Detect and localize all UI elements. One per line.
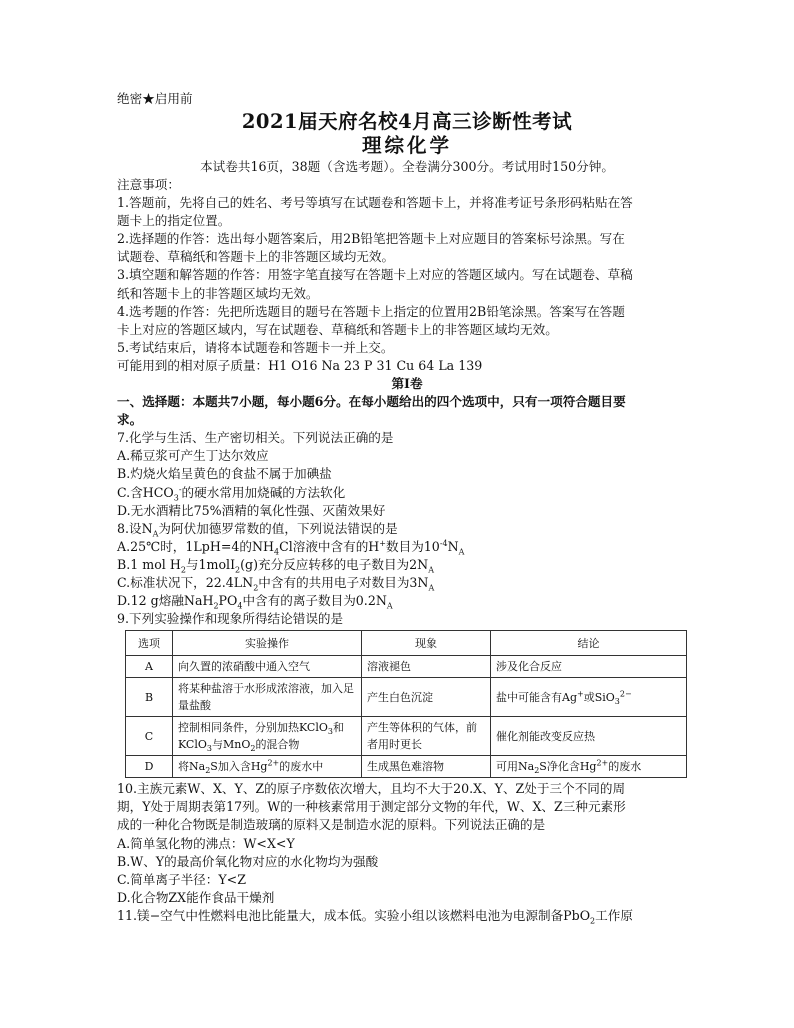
table-cell: 可用$Na_2S$净化含$Hg^{2+}$的废水 — [491, 756, 687, 778]
notes-line: 3.填空题和解答题的作答：用签字笔直接写在答题卡上对应的答题区域内。写在试题卷、草稿 — [117, 267, 633, 283]
q8-option-d: D.12 g熔融$NaH_2PO_4$中含有的离子数目为$0.2N_A$ — [117, 593, 393, 611]
table-cell: 涉及化合反应 — [491, 656, 687, 678]
notes-line: 试题卷、草稿纸和答题卡上的非答题区域均无效。 — [117, 249, 395, 265]
table-cell: 产生白色沉淀 — [362, 678, 491, 717]
table-header: 现象 — [362, 631, 491, 656]
exam-page — [117, 90, 697, 925]
table-cell: 催化剂能改变反应热 — [491, 717, 687, 756]
table-cell: 盐中可能含有Ag+或SiO$_3^{2-}$ — [491, 678, 687, 717]
notes-heading: 注意事项： — [117, 177, 180, 192]
table-row — [126, 678, 687, 717]
table-cell: 将$Na_2S$加入含$Hg^{2+}$的废水中 — [173, 756, 362, 778]
notes-line: 4.选考题的作答：先把所选题目的题号在答题卡上指定的位置用2B铅笔涂黑。答案写在答题 — [117, 303, 625, 319]
table-row — [126, 656, 687, 678]
table-header: 结论 — [491, 631, 687, 656]
table-cell: 生成黑色难溶物 — [362, 756, 491, 778]
notes-line: 1.答题前，先将自己的姓名、考号等填写在试题卷和答题卡上，并将准考证号条形码粘贴在答 — [117, 195, 633, 211]
table-cell: 控制相同条件，分别加热KClO$_3$和KClO$_3$与MnO$_2$的混合物 — [173, 717, 362, 756]
q8-stem: 8.设$N_A$为阿伏加德罗常数的值，下列说法错误的是 — [117, 520, 398, 539]
section-juan: 第Ⅰ卷 — [391, 376, 423, 392]
q10-option-b: B.W、Y的最高价氧化物对应的水化物均为强酸 — [117, 853, 379, 869]
table-cell: A — [126, 656, 173, 678]
table-header-row — [126, 631, 687, 656]
exam-intro: 本试卷共16页，38题（含选考题）。全卷满分300分。考试用时150分钟。 — [200, 159, 614, 174]
q10-stem: 10.主族元素W、X、Y、Z的原子序数依次增大，且均不大于20.X、Y、Z处于三个不同的周 — [117, 781, 626, 797]
q7-option-c: C.含$HCO_3^-$的硬水常用加烧碱的方法软化 — [117, 484, 346, 503]
notes-line: 卡上对应的答题区域内，写在试题卷、草稿纸和答题卡上的非答题区域均无效。 — [117, 321, 558, 337]
q8-option-b: B.1 mol $H_2$与1molI$_2$(g)充分反应转移的电子数目为$2N_A$ — [117, 556, 434, 575]
table-cell: 将某种盐溶于水形成浓溶液，加入足量盐酸 — [173, 678, 362, 717]
q10-option-d: D.化合物ZX能作食品干燥剂 — [117, 889, 275, 905]
table-cell: D — [126, 756, 173, 778]
section-heading: 一、选择题：本题共7小题，每小题6分。在每小题给出的四个选项中，只有一项符合题目要 — [117, 394, 626, 410]
q7-option-b: B.灼烧火焰呈黄色的食盐不属于加碘盐 — [117, 466, 332, 482]
atomic-mass-line: 可能用到的相对原子质量：H1 O16 Na 23 P 31 Cu 64 La 139 — [117, 357, 483, 373]
q8-option-c: C.标准状况下，$22.4LN_2$中含有的共用电子对数目为$3N_A$ — [117, 574, 435, 593]
table-row — [126, 717, 687, 756]
table-cell: 溶液褪色 — [362, 656, 491, 678]
confidential-mark: 绝密★启用前 — [117, 91, 193, 106]
table-cell: 向久置的浓硝酸中通入空气 — [173, 656, 362, 678]
q11-stem: 11.镁−空气中性燃料电池比能量大，成本低。实验小组以该燃料电池为电源制备PbO$_2$工作原 — [117, 907, 633, 926]
notes-line: 题卡上的指定位置。 — [117, 213, 231, 229]
q8-option-a: A.25℃时，1LpH=4的$NH_4Cl$溶液中含有的H+数目为$10^{-4}N_A$ — [117, 538, 465, 557]
q9-stem: 9.下列实验操作和现象所得结论错误的是 — [117, 611, 344, 627]
table-cell: B — [126, 678, 173, 717]
notes-line: 2.选择题的作答：选出每小题答案后，用2B铅笔把答题卡上对应题目的答案标号涂黑。写在 — [117, 231, 625, 247]
table-cell: C — [126, 717, 173, 756]
q10-stem-cont: 成的一种化合物既是制造玻璃的原料又是制造水泥的原料。下列说法正确的是 — [117, 817, 546, 833]
table-header: 实验操作 — [173, 631, 362, 656]
table-row — [126, 756, 687, 778]
section-heading-cont: 求。 — [117, 412, 143, 428]
table-header: 选项 — [126, 631, 173, 656]
q9-experiment-table — [125, 630, 687, 778]
table-cell: 产生等体积的气体，前者用时更长 — [362, 717, 491, 756]
q10-option-a: A.简单氢化物的沸点：W<X<Y — [117, 835, 295, 851]
q7-option-d: D.无水酒精比75%酒精的氧化性强、灭菌效果好 — [117, 502, 386, 518]
notes-line: 纸和答题卡上的非答题区域均无效。 — [117, 285, 319, 301]
notes-line: 5.考试结束后，请将本试题卷和答题卡一并上交。 — [117, 339, 394, 355]
q7-option-a: A.稀豆浆可产生丁达尔效应 — [117, 448, 269, 464]
exam-subject: 理综化学 — [361, 134, 452, 157]
q10-option-c: C.简单离子半径：Y<Z — [117, 871, 246, 887]
exam-title: 2021届天府名校4月高三诊断性考试 — [241, 110, 573, 133]
q10-stem-cont: 期，Y处于周期表第17列。W的一种核素常用于测定部分文物的年代，W、X、Z三种元素形 — [117, 799, 626, 815]
q7-stem: 7.化学与生活、生产密切相关。下列说法正确的是 — [117, 430, 394, 446]
